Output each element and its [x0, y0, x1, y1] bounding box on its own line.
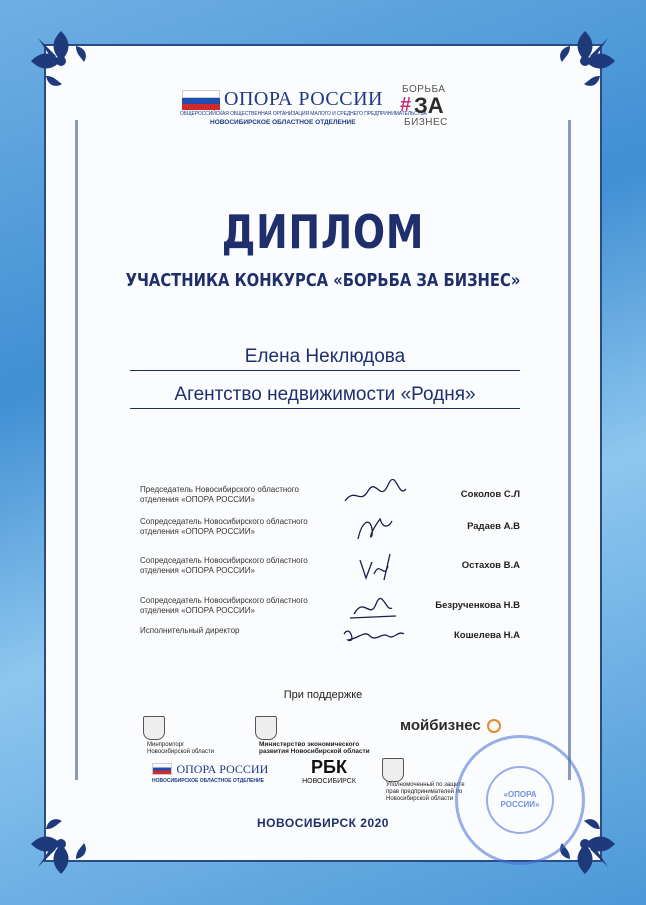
- coat-of-arms-icon: [143, 716, 165, 740]
- signature-icon: [340, 550, 410, 584]
- borba-logo-line1: БОРЬБА: [402, 84, 446, 95]
- signatory-name: Безрученкова Н.В: [435, 600, 520, 611]
- signatory-name: Остахов В.А: [461, 560, 520, 571]
- signature-row: [140, 517, 520, 551]
- coat-of-arms-icon: [382, 758, 404, 782]
- stamp-seal: [455, 735, 585, 865]
- moybiznes-circle-icon: [487, 719, 501, 733]
- opora-logo-subtitle: ОБЩЕРОССИЙСКАЯ ОБЩЕСТВЕННАЯ ОРГАНИЗАЦИЯ МАЛОГО И СРЕДНЕГО ПРЕДПРИНИМАТЕЛЬСТВА: [180, 111, 427, 117]
- ombudsman-text: Уполномоченный по защите прав предпринимателей по Новосибирской области: [386, 782, 465, 802]
- signatory-name: Соколов С.Л: [460, 489, 520, 500]
- opora-small-sub: НОВОСИБИРСКОЕ ОБЛАСТНОЕ ОТДЕЛЕНИЕ: [152, 778, 264, 784]
- russian-flag-icon: [152, 763, 172, 775]
- sponsor-opora-small: [152, 760, 282, 785]
- signature-row: [140, 596, 520, 630]
- recipient-organization: Агентство недвижимости «Родня»: [130, 384, 520, 409]
- coat-of-arms-icon: [255, 716, 277, 740]
- rbc-sub-text: НОВОСИБИРСК: [302, 778, 356, 785]
- signatory-role: Председатель Новосибирского областного отделения «ОПОРА РОССИИ»: [140, 485, 299, 504]
- city-year: НОВОСИБИРСК 2020: [257, 816, 389, 830]
- sponsor-rbc: [298, 757, 360, 785]
- signature-row: [140, 556, 520, 590]
- borba-logo-line3: БИЗНЕС: [404, 117, 448, 128]
- stamp-text: «ОПОРА РОССИИ»: [500, 790, 540, 809]
- moybiznes-logo-text: мойбизнес: [400, 717, 481, 734]
- recipient-name: Елена Неклюдова: [130, 346, 520, 371]
- opora-logo-branch: НОВОСИБИРСКОЕ ОБЛАСТНОЕ ОТДЕЛЕНИЕ: [210, 119, 356, 126]
- sponsor-mininvest-text: Минпромторг Новосибирской области: [147, 742, 215, 755]
- ornament-corner-icon: [26, 26, 96, 96]
- diploma-subtitle: УЧАСТНИКА КОНКУРСА «БОРЬБА ЗА БИЗНЕС»: [125, 270, 521, 291]
- signature-icon: [340, 511, 410, 545]
- signature-icon: [340, 590, 410, 624]
- signatory-role: Сопредседатель Новосибирского областного отделения «ОПОРА РОССИИ»: [140, 517, 308, 536]
- signatory-role: Сопредседатель Новосибирского областного отделения «ОПОРА РОССИИ»: [140, 556, 308, 575]
- borba-za-biznes-logo: [400, 84, 470, 134]
- borba-logo-za: ЗА: [414, 93, 444, 118]
- signature-icon: [340, 620, 410, 654]
- signatory-name: Кошелева Н.А: [454, 630, 520, 641]
- signatory-name: Радаев А.В: [467, 521, 520, 532]
- sponsor-moybiznes: [400, 717, 510, 735]
- signature-icon: [340, 479, 410, 513]
- ornament-corner-icon: [550, 26, 620, 96]
- hashtag-icon: #: [400, 94, 412, 116]
- rbc-logo-text: РБК: [311, 757, 347, 777]
- signatory-role: Исполнительный директор: [140, 626, 240, 635]
- sponsor-ministry: [255, 716, 395, 758]
- signature-row: [140, 626, 520, 660]
- support-heading: При поддержке: [283, 689, 363, 701]
- signature-row: [140, 485, 520, 519]
- sponsor-ministry-text: Министерство экономического развития Новосибирской области: [259, 741, 370, 755]
- opora-small-title: ОПОРА РОССИИ: [176, 762, 269, 776]
- signatory-role: Сопредседатель Новосибирского областного отделения «ОПОРА РОССИИ»: [140, 596, 308, 615]
- opora-logo-title: ОПОРА РОССИИ: [224, 88, 383, 110]
- sponsor-mininvest: [143, 716, 253, 758]
- diploma-title: ДИПЛОМ: [221, 205, 425, 259]
- russian-flag-icon: [182, 90, 220, 108]
